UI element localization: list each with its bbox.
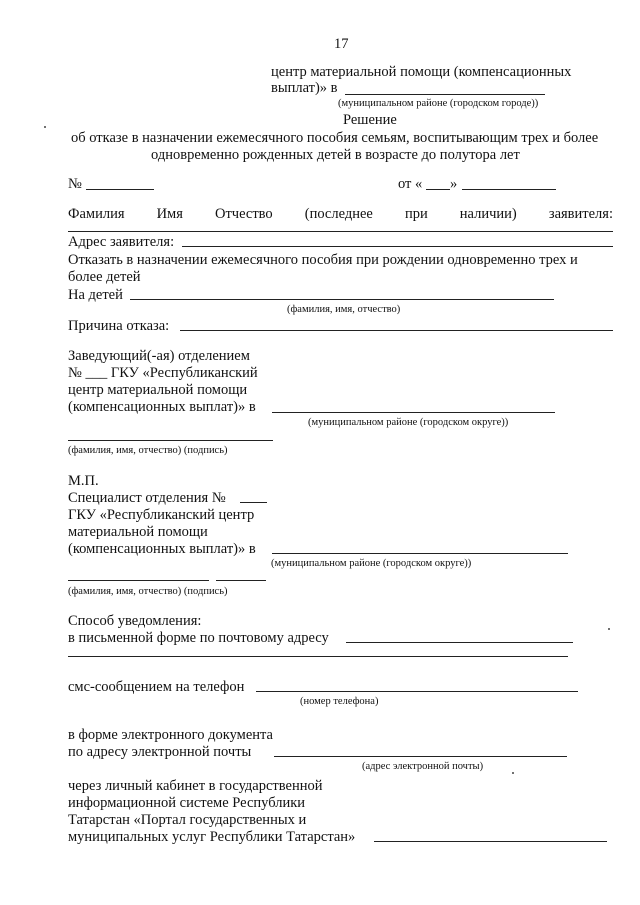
fio-word: заявителя: (548, 206, 613, 222)
portal-option-3: Татарстан «Портал государственных и (68, 812, 307, 828)
fio-word: (последнее (304, 206, 373, 222)
head-title-2: № ___ ГКУ «Республиканский (68, 365, 258, 381)
decision-subtitle-2: одновременно рожденных детей в возрасте до полутора лет (151, 147, 520, 163)
scan-speck (512, 772, 514, 774)
header-district-field[interactable] (345, 94, 545, 95)
header-line-1: центр материальной помощи (компенсационных (271, 64, 572, 80)
specialist-fio-caption: (фамилия, имя, отчество) (подпись) (68, 586, 228, 597)
date-day-field[interactable] (426, 189, 450, 190)
fio-word: Отчество (214, 206, 273, 222)
fio-word: Фамилия (68, 206, 125, 222)
specialist-title-3: материальной помощи (68, 524, 208, 540)
head-fio-signature-field[interactable] (68, 440, 273, 441)
specialist-district-caption: (муниципальном районе (городском округе)) (271, 558, 472, 569)
portal-option-1: через личный кабинет в государственной (68, 778, 323, 794)
header-district-caption: (муниципальном районе (городском городе)) (338, 98, 539, 109)
decision-title: Решение (343, 112, 397, 128)
applicant-address-field[interactable] (182, 246, 613, 247)
refuse-text-1: Отказать в назначении ежемесячного пособия при рождении одновременно трех и (68, 252, 578, 268)
reason-label: Причина отказа: (68, 318, 170, 334)
sms-phone-caption: (номер телефона) (300, 696, 379, 707)
decision-subtitle-1: об отказе в назначении ежемесячного пособия семьям, воспитывающим трех и более (71, 130, 599, 146)
applicant-address-label: Адрес заявителя: (68, 234, 175, 250)
portal-option-4: муниципальных услуг Республики Татарстан» (68, 829, 356, 845)
decision-number-label: № (68, 176, 82, 192)
decision-number-field[interactable] (86, 189, 154, 190)
email-address-caption: (адрес электронной почты) (362, 761, 484, 772)
applicant-fio-field[interactable] (68, 231, 613, 232)
sms-option: смс-сообщением на телефон (68, 679, 245, 695)
specialist-title-2: ГКУ «Республиканский центр (68, 507, 255, 523)
reason-field[interactable] (180, 330, 613, 331)
header-line-2: выплат)» в (271, 80, 338, 96)
specialist-signature-field[interactable] (216, 580, 266, 581)
head-title-3: центр материальной помощи (68, 382, 248, 398)
date-month-year-field[interactable] (462, 189, 556, 190)
page-number: 17 (334, 36, 349, 52)
head-title-4: (компенсационных выплат)» в (68, 399, 256, 415)
specialist-title-4: (компенсационных выплат)» в (68, 541, 256, 557)
scan-speck (608, 628, 610, 630)
postal-address-field-2[interactable] (68, 656, 568, 657)
refuse-text-2: более детей (68, 269, 141, 285)
fio-word: наличии) (459, 206, 517, 222)
date-label: от « (398, 176, 423, 192)
email-option-2: по адресу электронной почты (68, 744, 252, 760)
children-caption: (фамилия, имя, отчество) (287, 304, 401, 315)
stamp-label: М.П. (68, 473, 99, 489)
portal-option-2: информационной системе Республики (68, 795, 306, 811)
email-option-1: в форме электронного документа (68, 727, 273, 743)
applicant-fio-row (68, 206, 613, 222)
postal-address-field[interactable] (346, 642, 573, 643)
children-label: На детей (68, 287, 123, 303)
date-quote-close: » (450, 176, 458, 192)
postal-option: в письменной форме по почтовому адресу (68, 630, 329, 646)
scan-speck (44, 126, 46, 128)
fio-word: при (404, 206, 428, 222)
sms-phone-field[interactable] (256, 691, 578, 692)
email-address-field[interactable] (274, 756, 567, 757)
fio-word: Имя (156, 206, 183, 222)
head-title-1: Заведующий(-ая) отделением (68, 348, 250, 364)
head-district-caption: (муниципальном районе (городском округе)) (308, 417, 509, 428)
head-fio-caption: (фамилия, имя, отчество) (подпись) (68, 445, 228, 456)
specialist-fio-field[interactable] (68, 580, 209, 581)
specialist-district-field[interactable] (272, 553, 568, 554)
specialist-title-1: Специалист отделения № (68, 490, 226, 506)
portal-field[interactable] (374, 841, 607, 842)
children-field[interactable] (130, 299, 554, 300)
notification-label: Способ уведомления: (68, 613, 202, 629)
head-district-field[interactable] (272, 412, 555, 413)
specialist-dept-number-field[interactable] (240, 502, 267, 503)
